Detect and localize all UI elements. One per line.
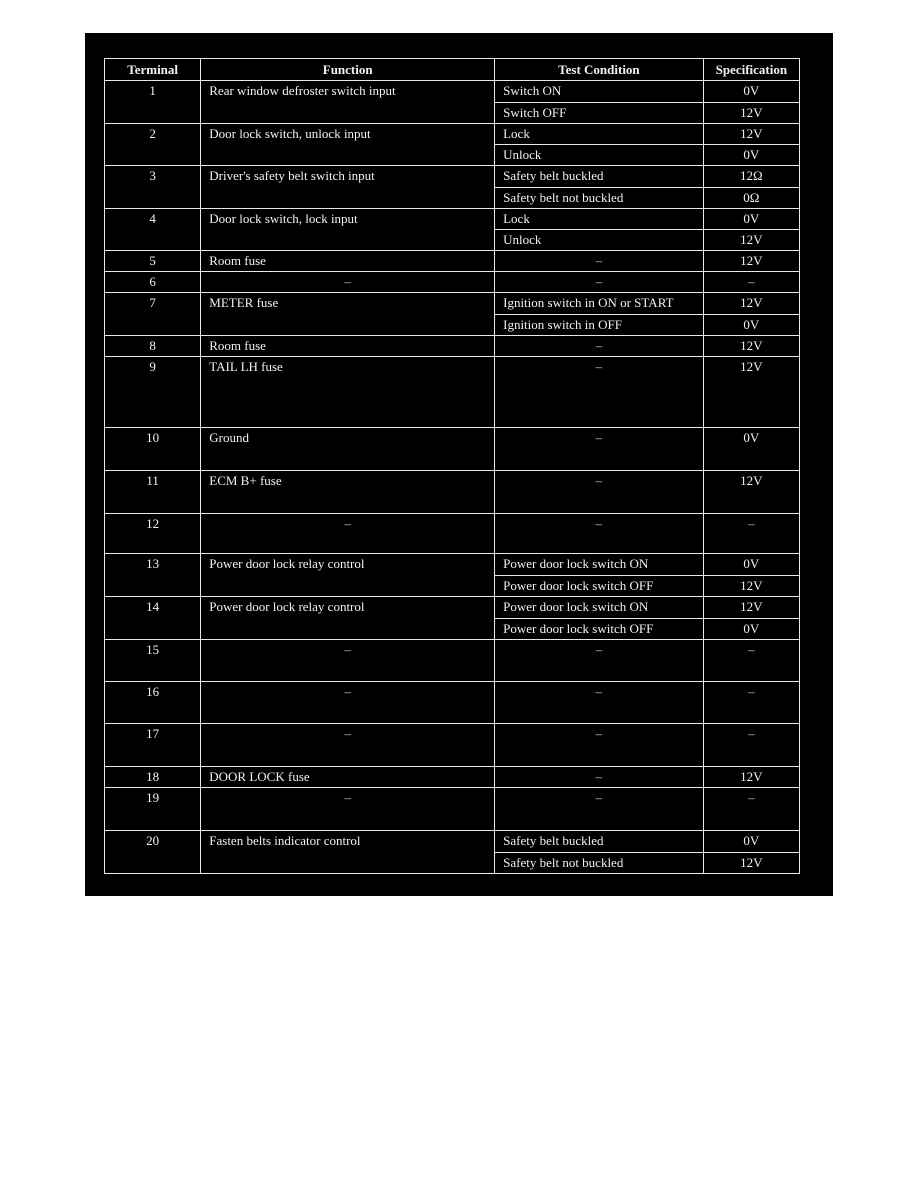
terminal-number: 7	[105, 293, 201, 336]
test-condition-cell: –	[495, 251, 704, 272]
table-row	[105, 640, 800, 682]
header-function: Function	[201, 59, 495, 81]
terminal-number: 16	[105, 682, 201, 724]
function-cell: ECM B+ fuse	[201, 471, 495, 514]
table-row	[105, 357, 800, 428]
table-row	[105, 209, 800, 230]
function-cell: Ground	[201, 428, 495, 471]
test-condition-cell: –	[495, 336, 704, 357]
table-row	[105, 428, 800, 471]
table-row	[105, 272, 800, 293]
terminal-number: 10	[105, 428, 201, 471]
terminal-number: 13	[105, 554, 201, 597]
test-condition-cell: –	[495, 357, 704, 428]
terminal-number: 12	[105, 514, 201, 554]
header-specification: Specification	[703, 59, 799, 81]
specification-cell: –	[703, 788, 799, 831]
function-cell: DOOR LOCK fuse	[201, 767, 495, 788]
table-row	[105, 293, 800, 315]
specification-cell: –	[703, 514, 799, 554]
test-condition-cell: Power door lock switch ON	[495, 554, 704, 576]
terminal-number: 17	[105, 724, 201, 767]
specification-cell: 0Ω	[703, 188, 799, 209]
function-cell: –	[201, 272, 495, 293]
test-condition-cell: Unlock	[495, 230, 704, 251]
table-row	[105, 124, 800, 145]
table-row	[105, 767, 800, 788]
test-condition-cell: Lock	[495, 209, 704, 230]
terminal-number: 14	[105, 597, 201, 640]
test-condition-cell: –	[495, 682, 704, 724]
test-condition-cell: –	[495, 788, 704, 831]
function-cell: –	[201, 640, 495, 682]
terminal-number: 2	[105, 124, 201, 166]
function-cell: –	[201, 682, 495, 724]
terminal-number: 11	[105, 471, 201, 514]
terminal-number: 9	[105, 357, 201, 428]
header-terminal: Terminal	[105, 59, 201, 81]
table-row	[105, 831, 800, 853]
function-cell: METER fuse	[201, 293, 495, 336]
table-row	[105, 724, 800, 767]
function-cell: –	[201, 724, 495, 767]
table-row	[105, 471, 800, 514]
table-row	[105, 788, 800, 831]
test-condition-cell: –	[495, 767, 704, 788]
function-cell: Driver's safety belt switch input	[201, 166, 495, 209]
specification-cell: 12V	[703, 336, 799, 357]
specification-cell: 12V	[703, 251, 799, 272]
table-body	[105, 81, 800, 874]
test-condition-cell: Safety belt buckled	[495, 166, 704, 188]
test-condition-cell: Unlock	[495, 145, 704, 166]
specification-cell: –	[703, 724, 799, 767]
function-cell: TAIL LH fuse	[201, 357, 495, 428]
function-cell: –	[201, 514, 495, 554]
test-condition-cell: –	[495, 272, 704, 293]
table-row	[105, 682, 800, 724]
specification-cell: 12V	[703, 124, 799, 145]
function-cell: Room fuse	[201, 336, 495, 357]
specification-cell: –	[703, 640, 799, 682]
test-condition-cell: Power door lock switch OFF	[495, 576, 704, 597]
test-condition-cell: Ignition switch in OFF	[495, 315, 704, 336]
terminal-number: 1	[105, 81, 201, 124]
test-condition-cell: –	[495, 724, 704, 767]
terminal-number: 8	[105, 336, 201, 357]
test-condition-cell: Ignition switch in ON or START	[495, 293, 704, 315]
specification-cell: –	[703, 272, 799, 293]
specification-cell: 12V	[703, 293, 799, 315]
specification-cell: 0V	[703, 554, 799, 576]
header-test-condition: Test Condition	[495, 59, 704, 81]
test-condition-cell: –	[495, 514, 704, 554]
table-row	[105, 554, 800, 576]
terminal-number: 19	[105, 788, 201, 831]
function-cell: Door lock switch, unlock input	[201, 124, 495, 166]
specification-cell: –	[703, 682, 799, 724]
table-header-row	[105, 59, 800, 81]
function-cell: Room fuse	[201, 251, 495, 272]
specification-cell: 12V	[703, 597, 799, 619]
test-condition-cell: –	[495, 471, 704, 514]
specification-cell: 0V	[703, 209, 799, 230]
specification-cell: 12V	[703, 357, 799, 428]
terminal-spec-table	[104, 58, 800, 874]
test-condition-cell: Lock	[495, 124, 704, 145]
terminal-number: 20	[105, 831, 201, 874]
test-condition-cell: Safety belt not buckled	[495, 188, 704, 209]
test-condition-cell: –	[495, 640, 704, 682]
test-condition-cell: Power door lock switch ON	[495, 597, 704, 619]
function-cell: Power door lock relay control	[201, 597, 495, 640]
table-row	[105, 336, 800, 357]
specification-cell: 12V	[703, 853, 799, 874]
specification-cell: 12V	[703, 103, 799, 124]
function-cell: Door lock switch, lock input	[201, 209, 495, 251]
table-row	[105, 597, 800, 619]
test-condition-cell: Switch OFF	[495, 103, 704, 124]
function-cell: –	[201, 788, 495, 831]
specification-cell: 0V	[703, 81, 799, 103]
test-condition-cell: Power door lock switch OFF	[495, 619, 704, 640]
specification-cell: 12V	[703, 576, 799, 597]
terminal-number: 15	[105, 640, 201, 682]
terminal-number: 3	[105, 166, 201, 209]
terminal-number: 18	[105, 767, 201, 788]
function-cell: Fasten belts indicator control	[201, 831, 495, 874]
function-cell: Power door lock relay control	[201, 554, 495, 597]
table-row	[105, 514, 800, 554]
function-cell: Rear window defroster switch input	[201, 81, 495, 124]
specification-cell: 12V	[703, 471, 799, 514]
table-row	[105, 251, 800, 272]
specification-cell: 12V	[703, 767, 799, 788]
specification-cell: 12Ω	[703, 166, 799, 188]
specification-cell: 0V	[703, 831, 799, 853]
specification-cell: 0V	[703, 619, 799, 640]
test-condition-cell: Safety belt buckled	[495, 831, 704, 853]
specification-cell: 0V	[703, 315, 799, 336]
terminal-number: 5	[105, 251, 201, 272]
specification-cell: 0V	[703, 145, 799, 166]
table-row	[105, 166, 800, 188]
table-row	[105, 81, 800, 103]
test-condition-cell: Safety belt not buckled	[495, 853, 704, 874]
terminal-number: 4	[105, 209, 201, 251]
test-condition-cell: –	[495, 428, 704, 471]
specification-cell: 12V	[703, 230, 799, 251]
test-condition-cell: Switch ON	[495, 81, 704, 103]
terminal-number: 6	[105, 272, 201, 293]
specification-cell: 0V	[703, 428, 799, 471]
